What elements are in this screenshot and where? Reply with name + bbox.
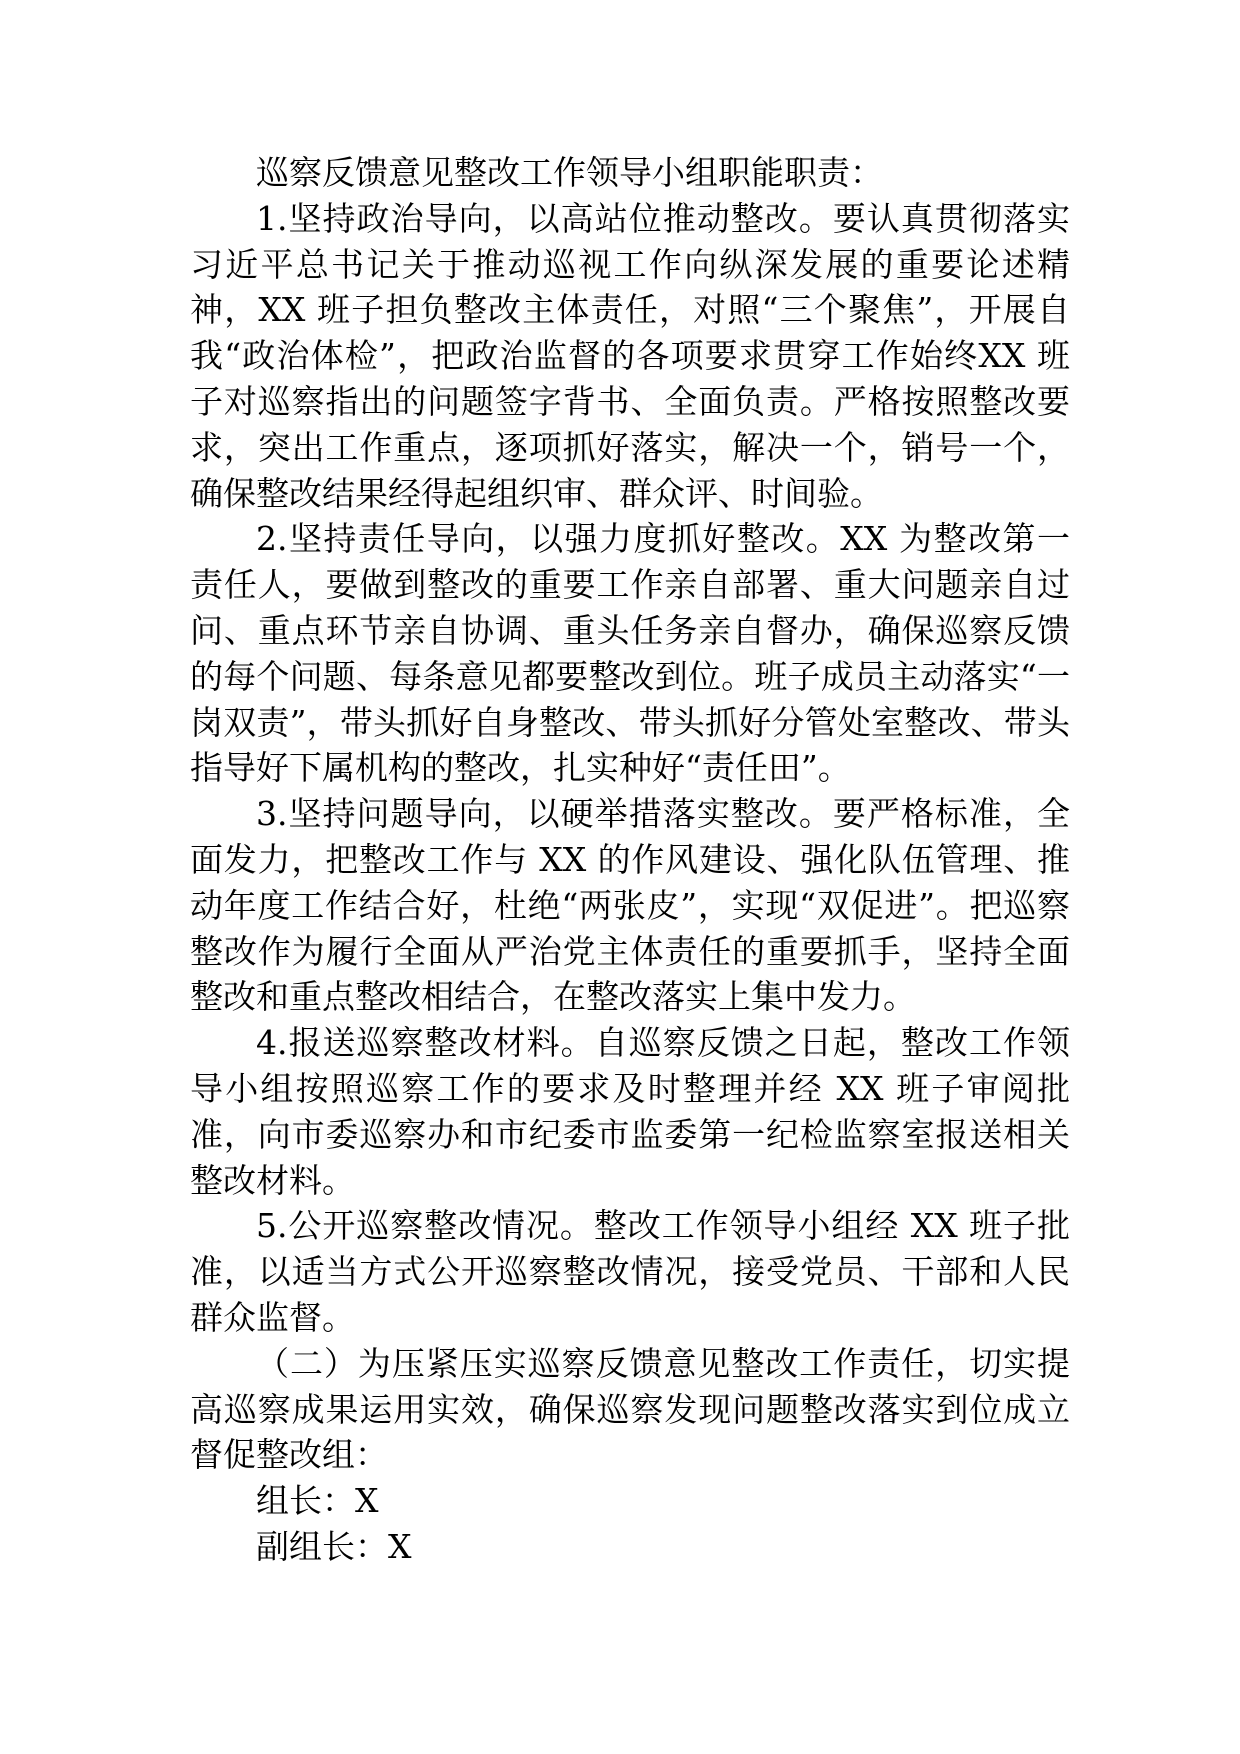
document-page — [190, 150, 1070, 1570]
section-heading: 巡察反馈意见整改工作领导小组职能职责： — [256, 153, 883, 192]
paragraph-problem-orientation: 3.坚持问题导向，以硬举措落实整改。要严格标准，全面发力，把整改工作与 XX 的作风建设、强化队伍管理、推动年度工作结合好，杜绝“两张皮”，实现“双促进”。把巡察整改作为履行全面从严治党主体责任的重要抓手，坚持全面整改和重点整改相结合，在整改落实上集中发力。 — [190, 794, 1070, 1017]
group-leader-line: 组长：X — [256, 1481, 379, 1521]
paragraph-public-disclosure: 5.公开巡察整改情况。整改工作领导小组经 XX 班子批准，以适当方式公开巡察整改情况，接受党员、干部和人民群众监督。 — [190, 1206, 1070, 1337]
paragraph-responsibility-orientation: 2.坚持责任导向，以强力度抓好整改。XX 为整改第一责任人，要做到整改的重要工作亲自部署、重大问题亲自过问、重点环节亲自协调、重头任务亲自督办，确保巡察反馈的每个问题、每条意见都要整改到位。班子成员主动落实“一岗双责”，带头抓好自身整改、带头抓好分管处室整改、带头指导好下属机构的整改，扎实种好“责任田”。 — [190, 519, 1070, 788]
paragraph-supervision-group: （二）为压紧压实巡察反馈意见整改工作责任，切实提高巡察成果运用实效，确保巡察发现问题整改落实到位成立督促整改组： — [190, 1343, 1070, 1475]
paragraph-political-orientation: 1.坚持政治导向，以高站位推动整改。要认真贯彻落实习近平总书记关于推动巡视工作向纵深发展的重要论述精神，XX 班子担负整改主体责任，对照“三个聚焦”，开展自我“政治体检”，把政治监督的各项要求贯穿工作始终XX 班子对巡察指出的问题签字背书、全面负责。严格按照整改要求，突出工作重点，逐项抓好落实，解决一个，销号一个，确保整改结果经得起组织审、群众评、时间验。 — [190, 198, 1070, 513]
deputy-group-leader-line: 副组长：X — [256, 1526, 412, 1566]
paragraph-submit-materials: 4.报送巡察整改材料。自巡察反馈之日起，整改工作领导小组按照巡察工作的要求及时整理并经 XX 班子审阅批准，向市委巡察办和市纪委市监委第一纪检监察室报送相关整改材料。 — [190, 1023, 1070, 1200]
